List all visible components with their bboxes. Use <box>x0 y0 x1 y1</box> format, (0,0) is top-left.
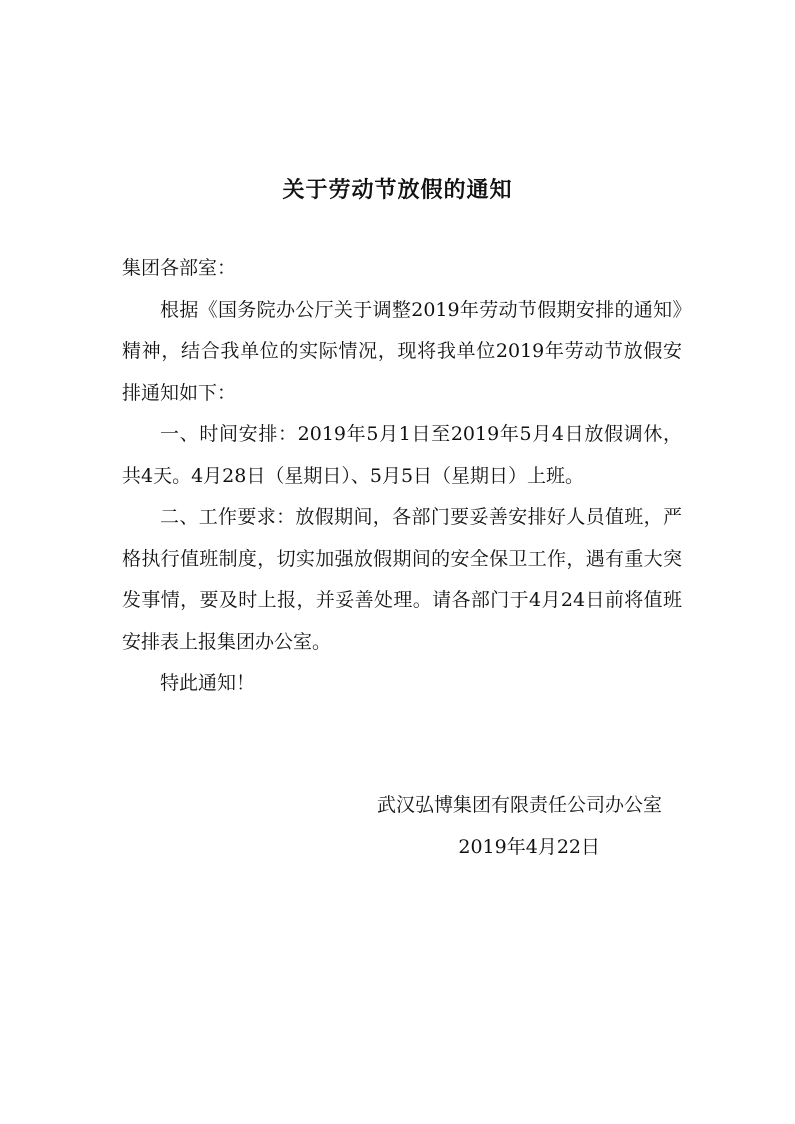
paragraph-closing: 特此通知！ <box>160 672 256 694</box>
signature-organization: 武汉弘博集团有限责任公司办公室 <box>376 794 662 816</box>
paragraph-time-arrangement: 一、时间安排：2019年5月1日至2019年5月4日放假调休，共4天。4月28日（星期日）、5月5日（星期日）上班。 <box>122 423 682 487</box>
paragraph-work-requirements: 二、工作要求：放假期间，各部门要妥善安排好人员值班，严格执行值班制度，切实加强放假期间的安全保卫工作，遇有重大突发事情，要及时上报，并妥善处理。请各部门于4月24日前将值班安排表上报集团办公室。 <box>122 506 682 653</box>
salutation: 集团各部室： <box>122 257 237 279</box>
document-title: 关于劳动节放假的通知 <box>282 178 513 203</box>
paragraph-intro: 根据《国务院办公厅关于调整2019年劳动节假期安排的通知》精神，结合我单位的实际情况，现将我单位2019年劳动节放假安排通知如下： <box>122 298 682 404</box>
document-body <box>122 248 682 705</box>
signature-date: 2019年4月22日 <box>458 836 600 858</box>
